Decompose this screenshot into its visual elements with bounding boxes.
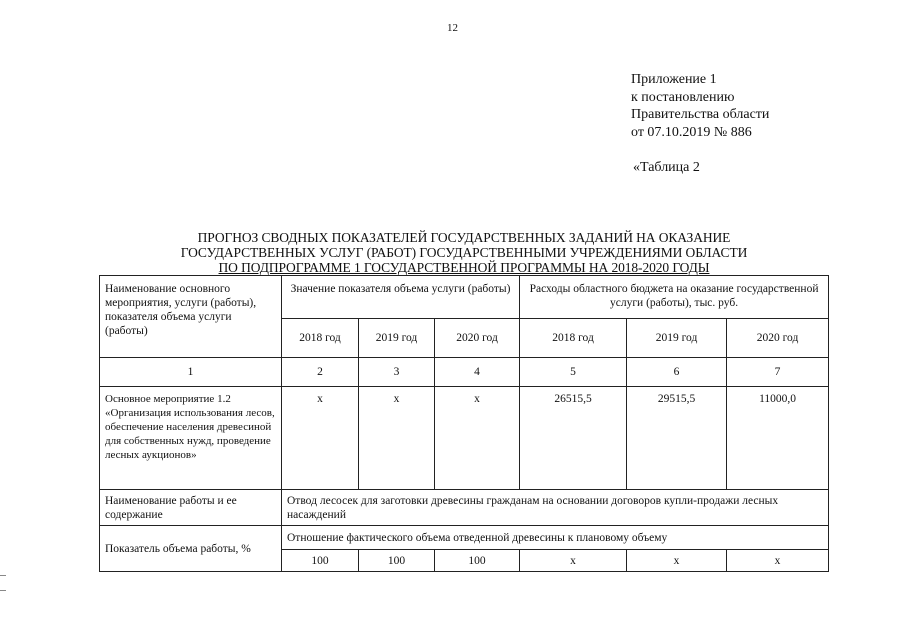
year-cell: 2020 год (435, 319, 520, 358)
appendix-block (631, 71, 769, 141)
year-cell: 2019 год (627, 319, 727, 358)
page-number: 12 (447, 22, 458, 34)
column-number-cell: 5 (520, 358, 627, 387)
column-number-cell: 2 (282, 358, 359, 387)
appendix-line: к постановлению (631, 89, 735, 105)
indicator-label: Показатель объема работы, % (100, 526, 282, 572)
margin-tick (0, 590, 6, 591)
activity-value-cell: х (282, 387, 359, 490)
title-line: ПРОГНОЗ СВОДНЫХ ПОКАЗАТЕЛЕЙ ГОСУДАРСТВЕННЫХ ЗАДАНИЙ НА ОКАЗАНИЕ (197, 230, 731, 245)
work-name-label: Наименование работы и ее содержание (100, 490, 282, 526)
year-cell: 2018 год (282, 319, 359, 358)
header-expenses-cell: Расходы областного бюджета на оказание государственной услуги (работы), тыс. руб. (520, 276, 829, 319)
header-name-cell: Наименование основного мероприятия, услуги (работы), показателя объема услуги (работы) (100, 276, 282, 358)
year-cell: 2019 год (359, 319, 435, 358)
indicator-content-cell: Отношение фактического объема отведенной древесины к плановому объему (282, 526, 829, 550)
appendix-line: от 07.10.2019 № 886 (631, 124, 752, 140)
year-cell: 2018 год (520, 319, 627, 358)
document-title (100, 230, 828, 276)
activity-value-cell: 29515,5 (627, 387, 727, 490)
title-line: ГОСУДАРСТВЕННЫХ УСЛУГ (РАБОТ) ГОСУДАРСТВЕННЫМИ УЧРЕЖДЕНИЯМИ ОБЛАСТИ (180, 245, 748, 261)
indicator-value-cell: 100 (435, 550, 520, 572)
activity-name-cell: Основное мероприятие 1.2 «Организация использования лесов, обеспечение населения древесиной для собственных нужд, проведение лесных аукционов» (100, 387, 282, 490)
activity-value-cell: х (359, 387, 435, 490)
activity-value-cell: 26515,5 (520, 387, 627, 490)
header-volume-cell: Значение показателя объема услуги (работы) (282, 276, 520, 319)
table-label: «Таблица 2 (633, 160, 700, 175)
title-line: ПО ПОДПРОГРАММЕ 1 ГОСУДАРСТВЕННОЙ ПРОГРАММЫ НА 2018-2020 ГОДЫ (218, 260, 710, 276)
margin-tick (0, 575, 6, 576)
appendix-line: Приложение 1 (631, 72, 717, 87)
indicator-value-cell: х (520, 550, 627, 572)
column-number-cell: 1 (100, 358, 282, 387)
year-cell: 2020 год (727, 319, 829, 358)
indicator-value-cell: 100 (359, 550, 435, 572)
activity-value-cell: 11000,0 (727, 387, 829, 490)
column-number-cell: 6 (627, 358, 727, 387)
forecast-table (99, 275, 829, 572)
indicator-value-cell: х (727, 550, 829, 572)
appendix-line: Правительства области (631, 107, 770, 122)
column-number-cell: 3 (359, 358, 435, 387)
work-content-cell: Отвод лесосек для заготовки древесины гражданам на основании договоров купли-продажи лесных насаждений (282, 490, 829, 526)
indicator-value-cell: х (627, 550, 727, 572)
activity-value-cell: х (435, 387, 520, 490)
column-number-cell: 4 (435, 358, 520, 387)
column-number-cell: 7 (727, 358, 829, 387)
indicator-value-cell: 100 (282, 550, 359, 572)
